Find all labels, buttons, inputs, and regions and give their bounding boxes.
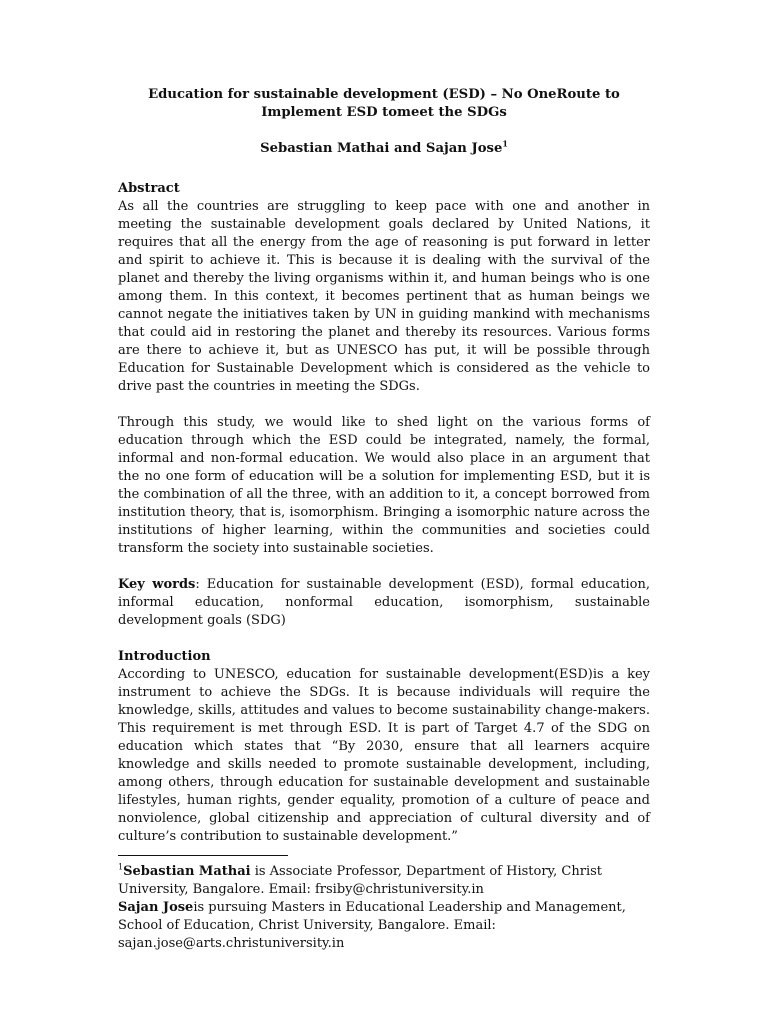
footnote-1-mark: 1	[118, 862, 124, 872]
footnotes	[118, 855, 650, 953]
footnote-1-name: Sebastian Mathai	[123, 864, 251, 879]
keywords-paragraph	[118, 576, 650, 630]
footnote-1	[118, 863, 650, 899]
introduction-heading: Introduction	[118, 649, 211, 664]
footnote-2	[118, 899, 650, 953]
abstract-paragraph-2: Through this study, we would like to shed light on the various forms of education through which the ESD could be integrated, namely, the formal, informal and non-formal education. We would also place in an argument that the no one form of education will be a solution for implementing ESD, but it is the combination of all the three, with an addition to it, a concept borrowed from institution theory, that is, isomorphism. Bringing a isomorphic nature across the institutions of higher learning, within the communities and societies could transform the society into sustainable societies.	[118, 415, 650, 556]
author-footnote-mark: 1	[502, 138, 508, 149]
introduction-paragraph: According to UNESCO, education for sustainable development(ESD)is a key instrument to achieve the SDGs. It is because individuals will require the knowledge, skills, attitudes and values to become sustainability change-makers. This requirement is met through ESD. It is part of Target 4.7 of the SDG on education which states that “By 2030, ensure that all learners acquire knowledge and skills needed to promote sustainable development, including, among others, through education for sustainable development and sustainable lifestyles, human rights, gender equality, promotion of a culture of peace and nonviolence, global citizenship and appreciation of cultural diversity and of culture’s contribution to sustainable development.”	[118, 667, 650, 844]
footnote-2-text: is pursuing Masters in Educational Leadership and Management, School of Education, Christ University, Bangalore. Email: sajan.jose@arts.christuniversity.in	[118, 900, 626, 951]
keywords-text: : Education for sustainable development (ESD), formal education, informal education, nonformal education, isomorphism, sustainable development goals (SDG)	[118, 577, 650, 628]
main-content	[118, 86, 650, 846]
paper-title: Education for sustainable development (ESD) – No OneRoute to Implement ESD tomeet the SDGs	[148, 87, 620, 120]
abstract-heading: Abstract	[118, 181, 180, 196]
footnote-2-name: Sajan Jose	[118, 900, 194, 915]
footnote-divider	[118, 855, 288, 856]
abstract-paragraph-1: As all the countries are struggling to keep pace with one and another in meeting the sustainable development goals declared by United Nations, it requires that all the energy from the age of reasoning is put forward in letter and spirit to achieve it. This is because it is dealing with the survival of the planet and thereby the living organisms within it, and human beings who is one among them. In this context, it becomes pertinent that as human beings we cannot negate the initiatives taken by UN in guiding mankind with mechanisms that could aid in restoring the planet and thereby its resources. Various forms are there to achieve it, but as UNESCO has put, it will be possible through Education for Sustainable Development which is considered as the vehicle to drive past the countries in meeting the SDGs.	[118, 199, 650, 394]
footnote-1-text: is Associate Professor, Department of History, Christ University, Bangalore. Email: frsiby@christuniversity.in	[118, 864, 603, 897]
author-names: Sebastian Mathai and Sajan Jose	[260, 141, 503, 156]
author-line	[118, 140, 650, 158]
keywords-label: Key words	[118, 577, 196, 592]
